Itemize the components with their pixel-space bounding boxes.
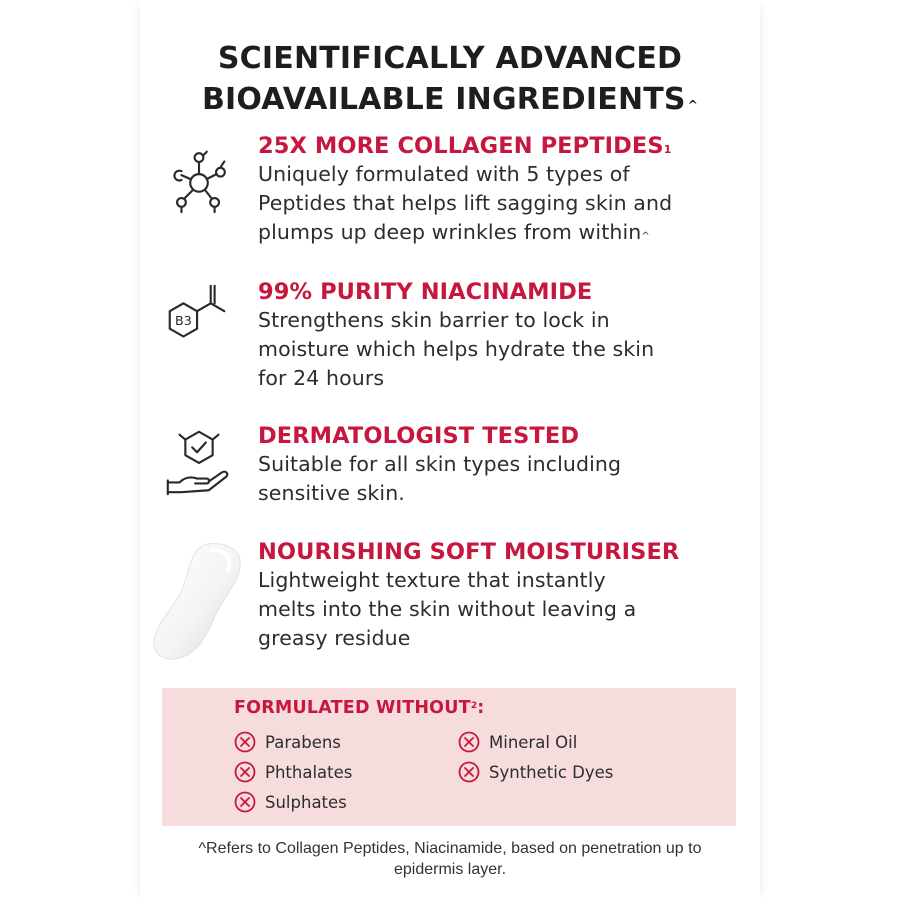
feature-line: moisture which helps hydrate the skin <box>258 337 655 361</box>
title-line-2: BIOAVAILABLE INGREDIENTS ^ <box>201 82 698 117</box>
formulated-without-panel <box>162 688 736 826</box>
footnote-line-2: epidermis layer. <box>393 861 507 878</box>
feature-line: plumps up deep wrinkles from within^ <box>258 220 650 244</box>
feature-title: 25X MORE COLLAGEN PEPTIDES$^1$ <box>258 133 672 159</box>
without-item-parabens: Parabens <box>234 730 341 754</box>
feature-line: melts into the skin without leaving a <box>258 597 637 621</box>
circle-x-icon <box>234 761 256 783</box>
footnote <box>0 838 900 880</box>
b3-label: B3 <box>175 312 192 328</box>
circle-x-icon <box>458 731 480 753</box>
without-item-synthetic-dyes: Synthetic Dyes <box>458 760 613 784</box>
b3-molecule-icon <box>160 278 238 356</box>
circle-x-icon <box>234 731 256 753</box>
feature-line: Peptides that helps lift sagging skin and <box>258 191 673 215</box>
footnote-line-1: ^Refers to Collagen Peptides, Niacinamide, based on penetration up to <box>198 840 702 857</box>
feature-line: Lightweight texture that instantly <box>258 568 606 592</box>
feature-line: for 24 hours <box>258 366 385 390</box>
cream-swatch-icon <box>150 540 244 664</box>
circle-x-icon <box>234 791 256 813</box>
without-item-mineral-oil: Mineral Oil <box>458 730 577 754</box>
page-title <box>0 38 900 120</box>
circle-x-icon <box>458 761 480 783</box>
feature-line: Strengthens skin barrier to lock in <box>258 308 610 332</box>
formulated-without-title: FORMULATED WITHOUT$^2$: <box>234 698 485 718</box>
feature-title: NOURISHING SOFT MOISTURISER <box>258 539 680 565</box>
without-item-sulphates: Sulphates <box>234 790 347 814</box>
feature-line: Suitable for all skin types including <box>258 452 622 476</box>
molecule-icon <box>160 140 238 218</box>
feature-title: DERMATOLOGIST TESTED <box>258 423 580 449</box>
feature-line: Uniquely formulated with 5 types of <box>258 162 630 186</box>
hand-check-icon <box>160 422 238 500</box>
feature-line: greasy residue <box>258 626 411 650</box>
feature-line: sensitive skin. <box>258 481 405 505</box>
without-item-phthalates: Phthalates <box>234 760 352 784</box>
title-line-1: SCIENTIFICALLY ADVANCED <box>217 41 683 76</box>
feature-title: 99% PURITY NIACINAMIDE <box>258 279 593 305</box>
